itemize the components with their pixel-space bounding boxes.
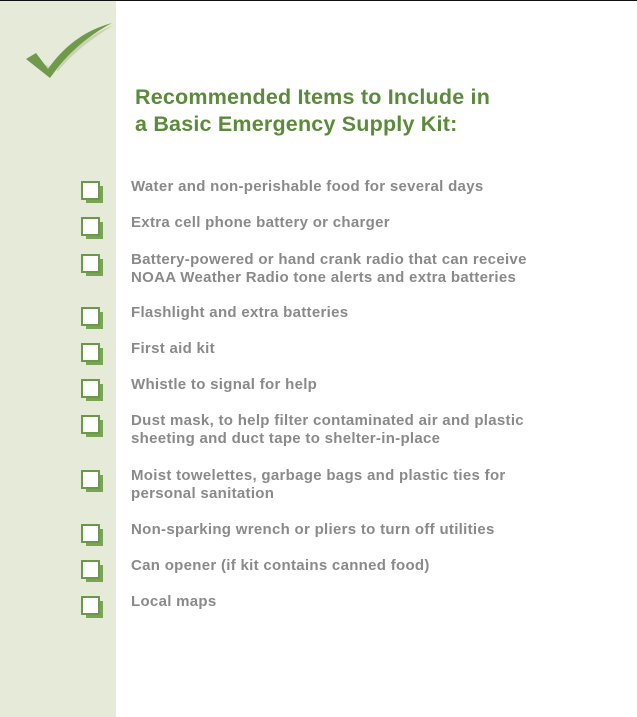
item-line: Local maps [131,593,217,610]
item-line: NOAA Weather Radio tone alerts and extra batteries [131,269,517,286]
item-line: Dust mask, to help filter contaminated air and plastic [131,412,524,429]
item-line: personal sanitation [131,485,275,502]
title-line-2: a Basic Emergency Supply Kit: [135,112,458,136]
checkbox-icon[interactable] [81,596,100,615]
title-line-1: Recommended Items to Include in [135,85,491,109]
item-line: Non-sparking wrench or pliers to turn off utilities [131,521,495,538]
item-text [131,340,601,358]
item-line: Extra cell phone battery or charger [131,214,390,231]
item-text [131,521,601,539]
item-line: sheeting and duct tape to shelter-in-place [131,430,441,447]
item-text [131,467,601,503]
item-text [131,178,601,196]
checkbox-icon[interactable] [81,524,100,543]
item-line: Battery-powered or hand crank radio that can receive [131,251,527,268]
item-text [131,412,601,448]
item-text [131,376,601,394]
checkbox-icon[interactable] [81,181,100,200]
checkbox-icon[interactable] [81,343,100,362]
item-line: Whistle to signal for help [131,376,318,393]
item-text [131,251,601,287]
item-line: Moist towelettes, garbage bags and plastic ties for [131,467,506,484]
item-line: First aid kit [131,340,215,357]
item-text [131,593,601,611]
item-text [131,557,601,575]
item-line: Can opener (if kit contains canned food) [131,557,430,574]
item-text [131,214,601,232]
checkbox-icon[interactable] [81,254,100,273]
checkbox-icon[interactable] [81,379,100,398]
checkbox-icon[interactable] [81,560,100,579]
item-line: Water and non-perishable food for several days [131,178,484,195]
item-text [131,304,601,322]
checkbox-icon[interactable] [81,217,100,236]
item-line: Flashlight and extra batteries [131,304,349,321]
checkbox-icon[interactable] [81,470,100,489]
checkbox-icon[interactable] [81,415,100,434]
checkbox-icon[interactable] [81,307,100,326]
